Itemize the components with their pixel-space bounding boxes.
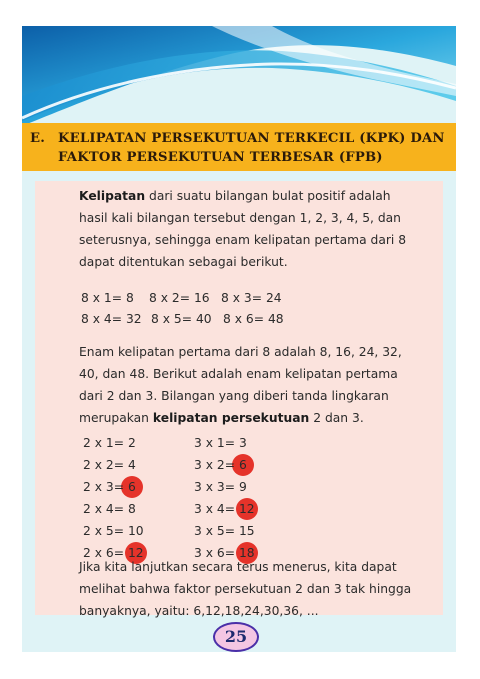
circled-common-multiple: 6 xyxy=(238,458,247,472)
mult3-row xyxy=(194,524,255,538)
mult8-item: 8 x 4= 32 xyxy=(81,312,142,326)
mult8-item: 8 x 5= 40 xyxy=(151,312,212,326)
para3-line3: banyaknya, yaitu: 6,12,18,24,30,36, ... xyxy=(79,604,319,618)
section-heading-bar xyxy=(22,123,456,171)
para3-line2: melihat bahwa faktor persekutuan 2 dan 3 tak hingga xyxy=(79,582,412,596)
multiplication-result: 3 xyxy=(238,436,247,450)
mult2-row xyxy=(83,524,144,538)
multiplication-expression: 3 x 2= xyxy=(194,458,239,472)
mult8-item: 8 x 2= 16 xyxy=(149,291,210,305)
para1-line3: seterusnya, sehingga enam kelipatan pertama dari 8 xyxy=(79,233,407,247)
multiplication-result: 2 xyxy=(127,436,136,450)
para3-line1: Jika kita lanjutkan secara terus menerus, kita dapat xyxy=(79,560,397,574)
mult8-item: 8 x 6= 48 xyxy=(223,312,284,326)
section-letter: E. xyxy=(30,131,46,146)
multiplication-expression: 2 x 3= xyxy=(83,480,128,494)
kelipatan-term: Kelipatan xyxy=(79,189,146,203)
multiplication-expression: 3 x 1= xyxy=(194,436,239,450)
header-wave-graphic xyxy=(22,26,456,136)
mult3-row xyxy=(194,458,247,472)
mult3-row xyxy=(194,502,255,516)
kelipatan-persekutuan-term: kelipatan persekutuan xyxy=(152,411,310,425)
multiplication-expression: 3 x 6= xyxy=(194,546,239,560)
multiplication-expression: 3 x 3= xyxy=(194,480,239,494)
para1-line4: dapat ditentukan sebagai berikut. xyxy=(79,255,288,269)
multiplication-expression: 2 x 6= xyxy=(83,546,128,560)
para1-line2: hasil kali bilangan tersebut dengan 1, 2, 3, 4, 5, dan xyxy=(79,211,401,225)
mult3-row xyxy=(194,480,247,494)
multiplication-result: 10 xyxy=(127,524,144,538)
mult8-item: 8 x 1= 8 xyxy=(81,291,134,305)
section-title-line-1: KELIPATAN PERSEKUTUAN TERKECIL (KPK) DAN xyxy=(58,131,445,146)
para2-line2: 40, dan 48. Berikut adalah enam kelipatan pertama xyxy=(79,367,398,381)
para2-line4-pre: merupakan xyxy=(79,411,153,425)
para2-line1: Enam kelipatan pertama dari 8 adalah 8, 16, 24, 32, xyxy=(79,345,402,359)
circled-common-multiple: 18 xyxy=(238,546,255,560)
multiplication-expression: 2 x 5= xyxy=(83,524,128,538)
mult2-row xyxy=(83,502,136,516)
para1-line1 xyxy=(79,186,391,208)
para2-line3: dari 2 dan 3. Bilangan yang diberi tanda lingkaran xyxy=(79,389,389,403)
multiplication-expression: 2 x 4= xyxy=(83,502,128,516)
multiplication-expression: 3 x 5= xyxy=(194,524,239,538)
para2-line4 xyxy=(79,408,364,430)
mult8-item: 8 x 3= 24 xyxy=(221,291,282,305)
multiplication-expression: 2 x 1= xyxy=(83,436,128,450)
para2-line4-post: 2 dan 3. xyxy=(309,411,364,425)
circled-common-multiple: 12 xyxy=(127,546,144,560)
para1-line1-rest: dari suatu bilangan bulat positif adalah xyxy=(145,189,391,203)
circled-common-multiple: 6 xyxy=(127,480,136,494)
multiplication-result: 8 xyxy=(127,502,136,516)
mult2-row xyxy=(83,480,136,494)
multiplication-result: 15 xyxy=(238,524,255,538)
multiplication-expression: 3 x 4= xyxy=(194,502,239,516)
mult3-row xyxy=(194,436,247,450)
page-number: 25 xyxy=(213,622,259,652)
mult2-row xyxy=(83,458,136,472)
section-title-line-2: FAKTOR PERSEKUTUAN TERBESAR (FPB) xyxy=(58,150,383,165)
circled-common-multiple: 12 xyxy=(238,502,255,516)
multiplication-result: 4 xyxy=(127,458,136,472)
multiplication-result: 9 xyxy=(238,480,247,494)
multiplication-expression: 2 x 2= xyxy=(83,458,128,472)
mult2-row xyxy=(83,436,136,450)
